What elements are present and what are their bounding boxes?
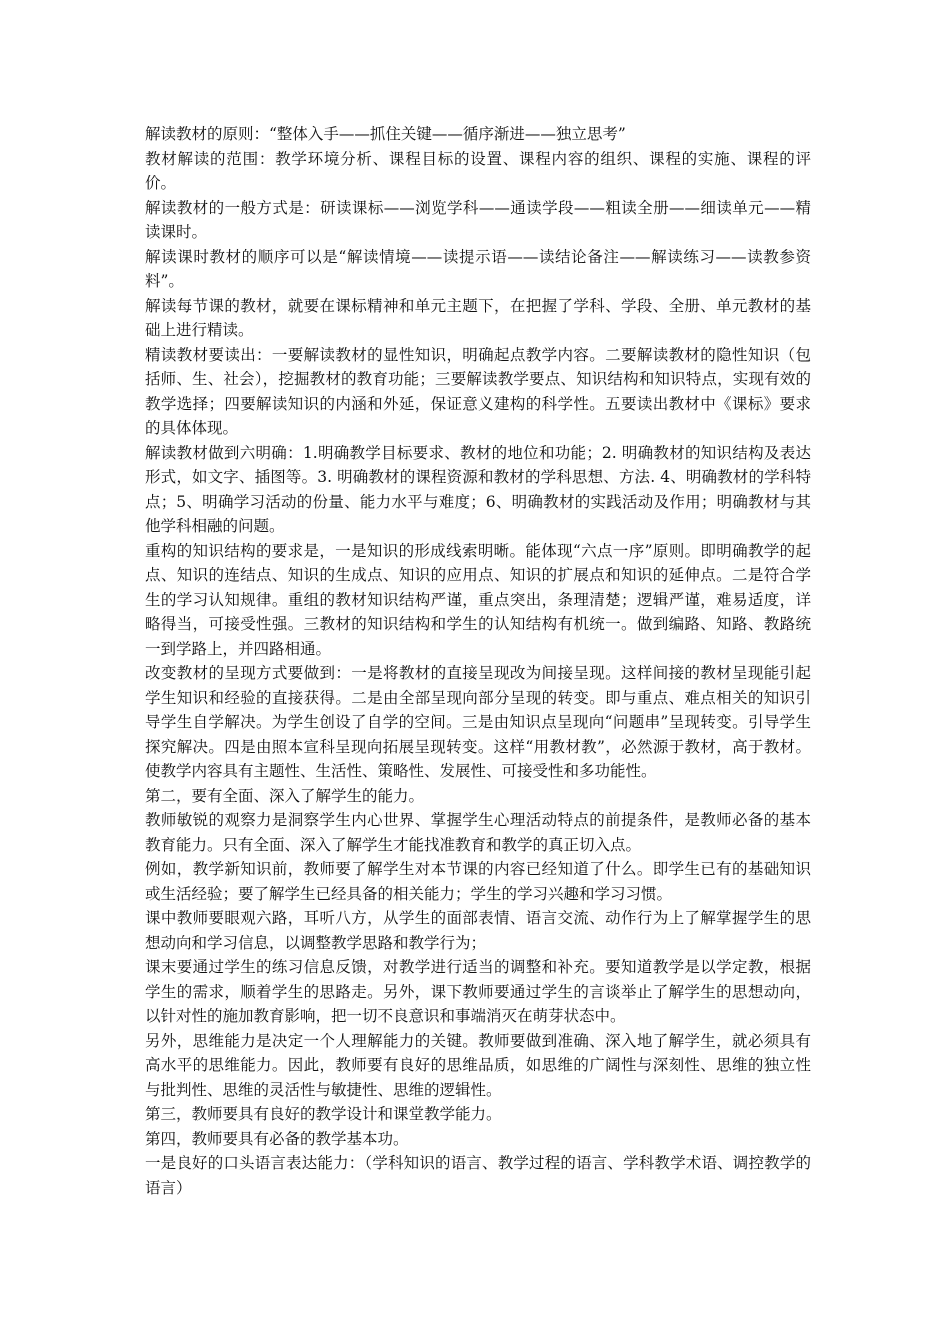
paragraph-after-class: 课末要通过学生的练习信息反馈，对教学进行适当的调整和补充。要知道教学是以学定教，根据学生的需求，顺着学生的思路走。另外，课下教师要通过学生的言谈举止了解学生的思想动向，以针对性的施加教育影响，把一切不良意识和事端消灭在萌芽状态中。 bbox=[145, 958, 811, 1025]
paragraph-six-clarifications: 解读教材做到六明确：1.明确教学目标要求、教材的地位和功能；2. 明确教材的知识结构及表达形式，如文字、插图等。3. 明确教材的课程资源和教材的学科思想、方法. 4、明确教材的学科特点；5、明确学习活动的份量、能力水平与难度；6、明确教材的实践活动及作用；明确教材与其他学科相融的问题。 bbox=[145, 443, 811, 535]
paragraph-reading-scope: 教材解读的范围：教学环境分析、课程目标的设置、课程内容的组织、课程的实施、课程的评价。 bbox=[145, 149, 811, 192]
paragraph-in-class: 课中教师要眼观六路，耳听八方，从学生的面部表情、语言交流、动作行为上了解掌握学生的思想动向和学习信息，以调整教学思路和教学行为； bbox=[145, 909, 811, 952]
paragraph-close-reading: 精读教材要读出：一要解读教材的显性知识，明确起点教学内容。二要解读教材的隐性知识（包括师、生、社会），挖掘教材的教育功能；三要解读教学要点、知识结构和知识特点，实现有效的教学选择；四要解读知识的内涵和外延，保证意义建构的科学性。五要读出教材中《课标》要求的具体体现。 bbox=[145, 345, 811, 437]
paragraph-general-method: 解读教材的一般方式是：研读课标——浏览学科——通读学段——粗读全册——细读单元——精读课时。 bbox=[145, 198, 811, 241]
heading-second-point: 第二，要有全面、深入了解学生的能力。 bbox=[145, 786, 425, 805]
heading-fourth-point: 第四，教师要具有必备的教学基本功。 bbox=[145, 1129, 409, 1148]
paragraph-example: 例如，教学新知识前，教师要了解学生对本节课的内容已经知道了什么。即学生已有的基础知识或生活经验；要了解学生已经具备的相关能力；学生的学习兴趣和学习习惯。 bbox=[145, 860, 811, 903]
document-page bbox=[145, 122, 811, 1200]
paragraph-reading-principles: 解读教材的原则：“整体入手——抓住关键——循序渐进——独立思考” bbox=[145, 125, 626, 143]
heading-third-point: 第三，教师要具有良好的教学设计和课堂教学能力。 bbox=[145, 1105, 502, 1123]
paragraph-oral-language: 一是良好的口头语言表达能力：（学科知识的语言、教学过程的语言、学科教学术语、调控教学的语言） bbox=[145, 1154, 811, 1197]
paragraph-knowledge-structure: 重构的知识结构的要求是，一是知识的形成线索明晰。能体现“六点一序”原则。即明确教学的起点、知识的连结点、知识的生成点、知识的应用点、知识的扩展点和知识的延伸点。二是符合学生的学习认知规律。重组的教材知识结构严谨，重点突出，条理清楚；逻辑严谨，难易适度，详略得当，可接受性强。三教材的知识结构和学生的认知结构有机统一。做到编路、知路、教路统一到学路上，并四路相通。 bbox=[145, 541, 811, 658]
paragraph-presentation-change: 改变教材的呈现方式要做到：一是将教材的直接呈现改为间接呈现。这样间接的教材呈现能引起学生知识和经验的直接获得。二是由全部呈现向部分呈现的转变。即与重点、难点相关的知识引导学生自学解决。为学生创设了自学的空间。三是由知识点呈现向“问题串”呈现转变。引导学生探究解决。四是由照本宣科呈现向拓展呈现转变。这样“用教材教”，必然源于教材，高于教材。使教学内容具有主题性、生活性、策略性、发展性、可接受性和多功能性。 bbox=[145, 664, 811, 780]
paragraph-per-lesson-reading: 解读每节课的教材，就要在课标精神和单元主题下，在把握了学科、学段、全册、单元教材的基础上进行精读。 bbox=[145, 296, 811, 339]
paragraph-thinking-ability: 另外，思维能力是决定一个人理解能力的关键。教师要做到准确、深入地了解学生，就必须具有高水平的思维能力。因此，教师要有良好的思维品质，如思维的广阔性与深刻性、思维的独立性与批判性、思维的灵活性与敏捷性、思维的逻辑性。 bbox=[145, 1031, 811, 1099]
paragraph-observation: 教师敏锐的观察力是洞察学生内心世界、掌握学生心理活动特点的前提条件，是教师必备的基本教育能力。只有全面、深入了解学生才能找准教育和教学的真正切入点。 bbox=[145, 811, 811, 854]
paragraph-lesson-order: 解读课时教材的顺序可以是“解读情境——读提示语——读结论备注——解读练习——读教参资料”。 bbox=[145, 247, 811, 290]
